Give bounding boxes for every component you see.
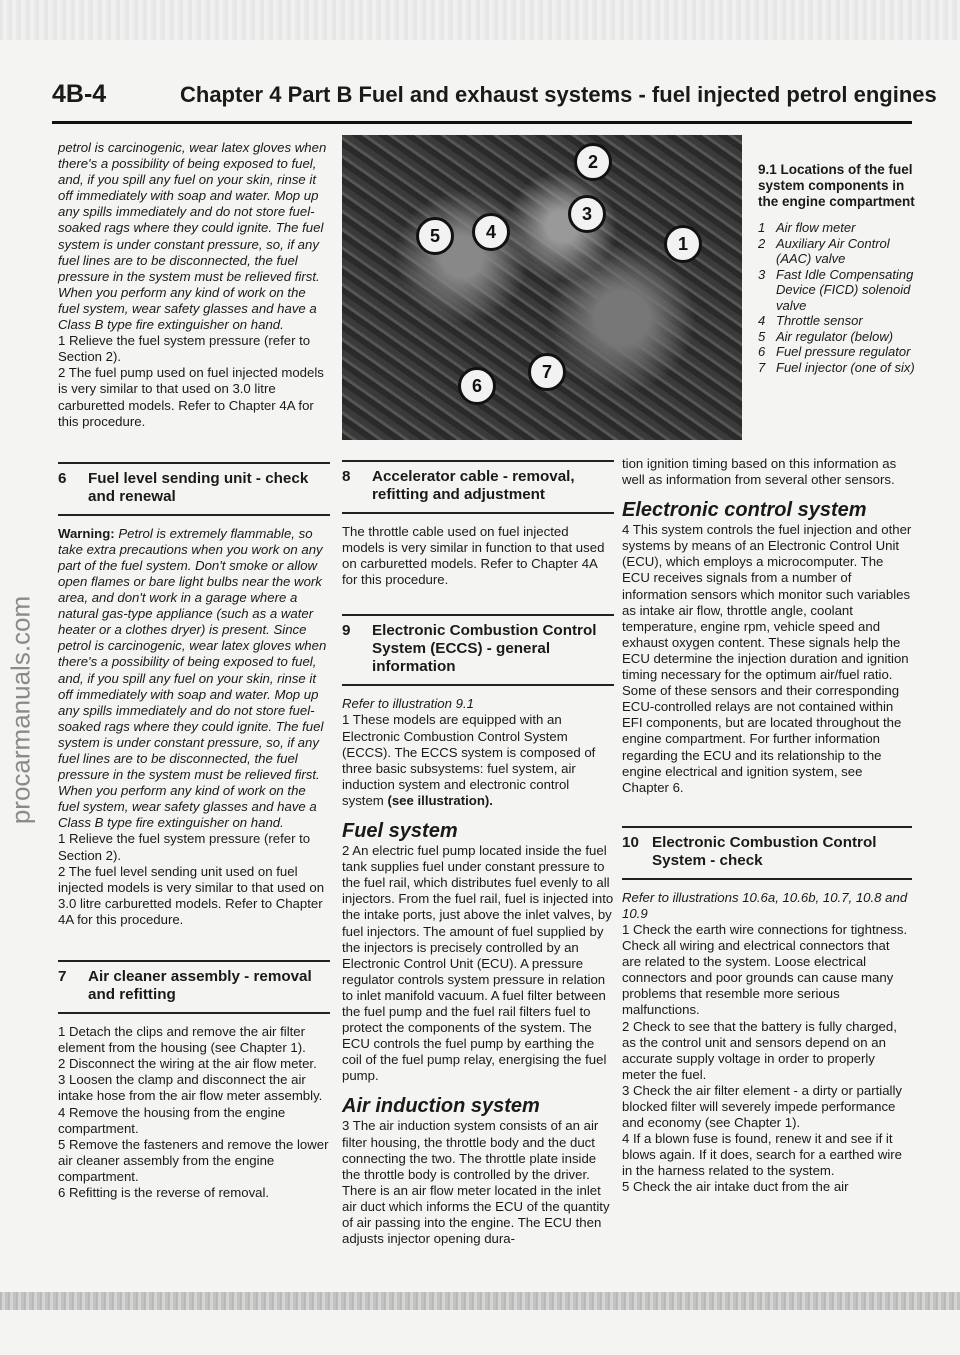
paragraph: 3 Loosen the clamp and disconnect the air intake hose from the air flow meter assembly. — [58, 1072, 323, 1104]
paragraph: 2 The fuel pump used on fuel injected models is very similar to that used on 3.0 litre carburetted models. Refer to Chapter 4A for this procedure. — [58, 365, 324, 429]
paragraph: 4 This system controls the fuel injection and other systems by means of an Electronic Control Unit (ECU), which employs a microcomputer. The ECU receives signals from a number of information sensors which monitor such variables as intake air flow, throttle angle, coolant temperature, engine rpm, vehicle speed and exhaust oxygen content. These signals help the ECU determine the injection duration and ignition timing necessary for the optimum air/fuel ratio. Some of these sensors and their corresponding ECU-controlled relays are not contained within EFI components, but are located throughout the engine compartment. For further information regarding the ECU and its relationship to the engine electrical and ignition system, see Chapter 6. — [622, 522, 912, 795]
scan-noise-bottom — [0, 1292, 960, 1310]
page-number: 4B-4 — [52, 80, 107, 108]
legend-item: 5 Air regulator (below) — [758, 328, 894, 344]
paragraph: 5 Remove the fasteners and remove the lower air cleaner assembly from the engine compartment. — [58, 1136, 329, 1184]
paragraph: 4 Remove the housing from the engine compartment. — [58, 1104, 286, 1136]
intro-warning: petrol is carcinogenic, wear latex gloves when there's a possibility of being exposed to fuel, and, if you spill any fuel on your skin, rinse it off immediately with soap and water. Mop up any spills immediately and do not store fuel-soaked rags where they could ignite. The fuel system is under constant pressure, so, if any fuel lines are to be disconnected, the fuel pressure in the system must be relieved first. When you perform any kind of work on the fuel system, wear safety glasses and have a Class B type fire extinguisher on hand. — [58, 140, 327, 333]
subheading-air-induction: Air induction system — [342, 1095, 540, 1118]
section-8-title: 8 Accelerator cable - removal, refitting and adjustment — [342, 468, 575, 503]
callout-2: 2 — [574, 143, 612, 181]
section-rule — [58, 960, 330, 962]
legend-item: 7 Fuel injector (one of six) — [758, 359, 915, 375]
section-7-title: 7 Air cleaner assembly - removal and refitting — [58, 968, 312, 1004]
callout-4: 4 — [472, 213, 510, 251]
section-6-warning: Warning: Petrol is extremely flammable, so take extra precautions when you work on any part of the fuel system. Don't smoke or allow open flames or bare light bulbs near the work area, and don't work in a garage where a natural gas-type appliance (such as a water heater or a clothes dryer) is present. Since petrol is carcinogenic, wear latex gloves when there's a possibility of being exposed to fuel, and, if you spill any fuel on your skin, rinse it off immediately with soap and water. Mop up any spills immediately and do not store fuel-soaked rags where they could ignite. The fuel system is under constant pressure, so, if any fuel lines are to be disconnected, the fuel pressure in the system must be relieved first. When you perform any kind of work on the fuel system, wear safety glasses and have a Class B type fire extinguisher on hand. — [58, 525, 327, 831]
illustration-reference: Refer to illustration 9.1 — [342, 696, 474, 712]
paragraph: 6 Refitting is the reverse of removal. — [58, 1184, 270, 1200]
legend-item: 3 Fast Idle Compensating Device (FICD) solenoid valve — [758, 266, 914, 313]
callout-1: 1 — [664, 225, 702, 263]
section-10-title: 10 Electronic Combustion Control System - check — [622, 833, 877, 869]
watermark-text: procarmanuals.com — [5, 595, 36, 825]
legend-item: 2 Auxiliary Air Control (AAC) valve — [758, 235, 890, 266]
callout-5: 5 — [416, 217, 454, 255]
header-rule — [52, 121, 912, 124]
callout-6: 6 — [458, 367, 496, 405]
paragraph: 1 Check the earth wire connections for tightness. Check all wiring and electrical connectors that are related to the system. Loose electrical connectors and poor grounds can cause many problems that resemble more serious malfunctions. — [622, 921, 908, 1018]
section-9-title: 9 Electronic Combustion Control System (ECCS) - general information — [342, 622, 597, 676]
section-rule — [342, 460, 614, 462]
callout-7: 7 — [528, 353, 566, 391]
paragraph: The throttle cable used on fuel injected models is very similar in function to that used on carburetted models. Refer to Chapter 4A for this procedure. — [342, 524, 605, 588]
illustration-reference: Refer to illustrations 10.6a, 10.6b, 10.7, 10.8 and 10.9 — [622, 889, 908, 921]
column-3 — [622, 456, 912, 1196]
section-rule — [58, 1012, 330, 1014]
caption-title: 9.1 Locations of the fuel system components in the engine compartment — [758, 162, 915, 209]
paragraph: tion ignition timing based on this information as well as information from several other sensors. — [622, 456, 897, 488]
caption-legend — [758, 220, 918, 375]
callout-3: 3 — [568, 195, 606, 233]
section-rule — [342, 512, 614, 514]
section-rule — [342, 614, 614, 616]
section-rule — [58, 462, 330, 464]
paragraph: 2 Check to see that the battery is fully charged, as the control unit and sensors depend on an accurate supply voltage in order to properly meter the fuel. — [622, 1018, 897, 1082]
legend-item: 6 Fuel pressure regulator — [758, 344, 911, 359]
paragraph: 2 An electric fuel pump located inside the fuel tank supplies fuel under constant pressure to the fuel rail, which distributes fuel evenly to all injectors. From the fuel rail, fuel is injected into the intake ports, just above the inlet valves, by fuel injectors. The amount of fuel supplied by the injectors is precisely controlled by an Electronic Control Unit (ECU). A pressure regulator controls system pressure in relation to inlet manifold vacuum. A fuel filter between the fuel pump and the fuel rail filters fuel to protect the components of the system. The ECU controls the fuel pump by earthing the coil of the fuel pump relay, energising the fuel pump. — [342, 843, 614, 1084]
paragraph: 1 Relieve the fuel system pressure (refer to Section 2). — [58, 333, 311, 365]
column-1 — [58, 140, 330, 1201]
paragraph: 1 Relieve the fuel system pressure (refer to Section 2). — [58, 831, 311, 863]
subheading-fuel-system: Fuel system — [342, 820, 458, 843]
paragraph: 1 These models are equipped with an Electronic Combustion Control System (ECCS). The ECCS system is composed of three basic subsystems: fuel system, air induction system and electronic control system (see illustration). — [342, 712, 596, 808]
section-rule — [58, 514, 330, 516]
paragraph: 5 Check the air intake duct from the air — [622, 1179, 849, 1195]
subheading-electronic-control: Electronic control system — [622, 499, 867, 522]
engine-compartment-photo — [342, 135, 742, 440]
section-rule — [342, 684, 614, 686]
paragraph: 3 Check the air filter element - a dirty or partially blocked filter will severely impede performance and economy (see Chapter 1). — [622, 1082, 902, 1131]
column-2 — [342, 460, 614, 1247]
chapter-title: Chapter 4 Part B Fuel and exhaust systems - fuel injected petrol engines — [180, 82, 937, 107]
paragraph: 3 The air induction system consists of an air filter housing, the throttle body and the duct connecting the two. The throttle plate inside the throttle body is controlled by the driver. There is an air flow meter located in the inlet air duct which informs the ECU of the quantity of air passing into the engine. The ECU then adjusts injector opening dura- — [342, 1118, 610, 1247]
paragraph: 1 Detach the clips and remove the air filter element from the housing (see Chapter 1). — [58, 1024, 306, 1056]
paragraph: 2 Disconnect the wiring at the air flow meter. — [58, 1056, 317, 1072]
scan-noise-top — [0, 0, 960, 40]
legend-item: 1 Air flow meter — [758, 220, 856, 235]
paragraph: 4 If a blown fuse is found, renew it and see if it blows again. If it does, search for a earthed wire in the harness related to the system. — [622, 1131, 903, 1179]
paragraph: 2 The fuel level sending unit used on fuel injected models is very similar to that used on 3.0 litre carburetted models. Refer to Chapter 4A for this procedure. — [58, 863, 325, 927]
watermark — [6, 560, 36, 860]
section-rule — [622, 878, 912, 880]
figure-caption — [758, 162, 918, 375]
page-header — [52, 80, 937, 120]
section-6-title: 6 Fuel level sending unit - check and renewal — [58, 469, 309, 505]
legend-item: 4 Throttle sensor — [758, 313, 863, 328]
section-rule — [622, 826, 912, 828]
